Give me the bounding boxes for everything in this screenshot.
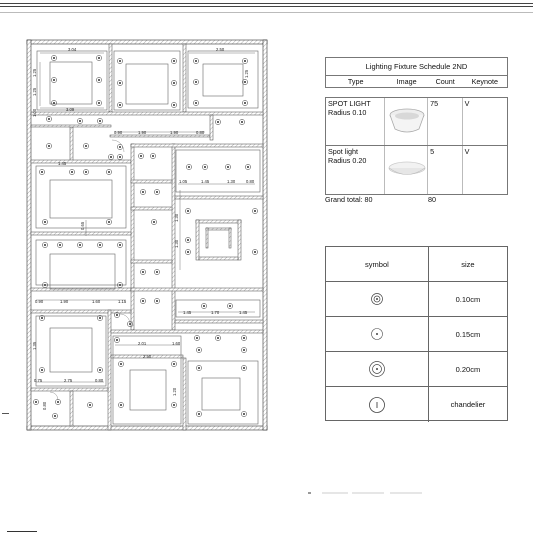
dim-label: 0.80 [246, 179, 255, 184]
spot-light-center [79, 120, 81, 122]
spot-light-center [156, 191, 158, 193]
spot-light-center [98, 102, 100, 104]
spot-light-center [195, 60, 197, 62]
spot-light-center [173, 404, 175, 406]
legend-header-symbol: symbol [326, 247, 429, 281]
spot-light-center [89, 404, 91, 406]
dim-label: 0.80 [42, 401, 47, 410]
spot-light-center [243, 337, 245, 339]
schedule-title: Lighting Fixture Schedule 2ND [325, 57, 508, 76]
spot-light-center [187, 239, 189, 241]
dim-label: 1.90 [170, 130, 179, 135]
spot-light-center [173, 104, 175, 106]
spot-light-center [54, 415, 56, 417]
dim-label: 1.70 [211, 310, 220, 315]
spot-light-center [99, 317, 101, 319]
spot-light-center [119, 146, 121, 148]
dim-label: 1.15 [118, 299, 127, 304]
grand-total-label: Grand total: 80 [325, 195, 373, 204]
dim-label: 1.60 [92, 299, 101, 304]
spot-light-center [227, 166, 229, 168]
spot-light-center [254, 210, 256, 212]
type-radius: Radius 0.20 [328, 156, 367, 165]
dim-label: 0.90 [114, 130, 123, 135]
spot-light-center [243, 367, 245, 369]
spot-light-center [204, 166, 206, 168]
spot-light-center [79, 244, 81, 246]
dim-label: 1.60 [172, 341, 181, 346]
spot-light-center [48, 145, 50, 147]
spot-light-center [188, 166, 190, 168]
spot-light-center [119, 104, 121, 106]
spot-light-center [152, 155, 154, 157]
dim-label: 0.80 [196, 130, 205, 135]
header-image: Image [396, 77, 417, 86]
header-count: Count [435, 77, 455, 86]
spot-light-center [244, 81, 246, 83]
dim-label: 3.09 [66, 107, 75, 112]
dim-label: 2.50 [143, 354, 152, 359]
spot-light-center [142, 271, 144, 273]
dim-label: 1.45 [183, 310, 192, 315]
spot-light-center [254, 251, 256, 253]
spot-light-center [98, 79, 100, 81]
spot-light-center [198, 349, 200, 351]
spot-light-center [85, 171, 87, 173]
spot-light-center [198, 413, 200, 415]
spot-light-center [153, 221, 155, 223]
legend-row [326, 352, 507, 387]
schedule-header-row [325, 76, 508, 88]
spot-light-center [198, 367, 200, 369]
footer-rule [7, 531, 37, 532]
spot-light-center [173, 60, 175, 62]
legend-size: 0.20cm [455, 364, 481, 374]
spot-light-center [57, 401, 59, 403]
spot-light-center [53, 79, 55, 81]
dim-label: 1.45 [239, 310, 248, 315]
spot-light-center [41, 369, 43, 371]
spot-light-center [244, 60, 246, 62]
spot-light-center [203, 305, 205, 307]
spot-light-thumbnail [387, 151, 427, 189]
chandelier-icon [368, 396, 386, 414]
spot-light-center [243, 349, 245, 351]
spot-light-center [196, 337, 198, 339]
dim-label: 1.90 [60, 299, 69, 304]
spot-light-center [243, 413, 245, 415]
spot-light-center [53, 57, 55, 59]
legend-size: chandelier [450, 400, 486, 409]
spot-light-center [120, 404, 122, 406]
spot-light-center [229, 305, 231, 307]
symbol-legend [325, 246, 508, 421]
dim-label: 1.35 [32, 341, 37, 350]
spot-light-center [116, 314, 118, 316]
dim-label: 1.30 [227, 179, 236, 184]
type-radius: Radius 0.10 [328, 108, 367, 117]
spot-light-center [119, 82, 121, 84]
dim-label: 1.25 [32, 87, 37, 96]
door-swings [50, 140, 130, 400]
spot-light-center [99, 244, 101, 246]
spot-light-center [156, 271, 158, 273]
spot-light-center [53, 102, 55, 104]
spot-light-center [119, 156, 121, 158]
spot-light-center [85, 145, 87, 147]
type-name: SPOT LIGHT [328, 99, 371, 108]
dim-label: 1.25 [244, 69, 249, 78]
spot-light-center [244, 102, 246, 104]
dim-label: 1.05 [179, 179, 188, 184]
schedule-row [325, 146, 508, 195]
dim-label: 0.90 [35, 299, 44, 304]
dim-label: 1.90 [138, 130, 147, 135]
spot-light-center [41, 317, 43, 319]
spotlight-small-icon [370, 292, 384, 306]
spot-light-center [142, 300, 144, 302]
dim-label: 1.30 [174, 213, 179, 222]
spot-light-center [187, 210, 189, 212]
legend-size: 0.15cm [455, 329, 481, 339]
spot-light-center [108, 221, 110, 223]
spot-light-center [71, 171, 73, 173]
fixture-keynote: V [464, 99, 470, 108]
dim-label: 1.25 [32, 68, 37, 77]
spot-light-center [195, 102, 197, 104]
fixture-count: 75 [428, 98, 463, 145]
spot-light-center [217, 121, 219, 123]
spot-light-center [140, 155, 142, 157]
spot-light-center [187, 251, 189, 253]
grand-total-count: 80 [428, 195, 436, 204]
spot-light-center [59, 244, 61, 246]
dim-label: 1.20 [172, 387, 177, 396]
spot-light-center [116, 339, 118, 341]
dim-label: 0.80 [95, 378, 104, 383]
spot-light-center [99, 369, 101, 371]
spotlight-medium-icon [370, 327, 384, 341]
spot-light-center [44, 284, 46, 286]
spot-light-center [44, 221, 46, 223]
dim-label: 1.30 [174, 239, 179, 248]
dim-label: 1.00 [32, 108, 37, 117]
schedule-total-row [325, 195, 508, 207]
spot-light-center [41, 171, 43, 173]
header-keynote: Keynote [471, 77, 498, 86]
legend-row [326, 282, 507, 317]
spot-light-center [99, 120, 101, 122]
spot-light-center [195, 81, 197, 83]
scale-ticks [308, 492, 428, 494]
spot-light-center [156, 300, 158, 302]
lighting-fixture-schedule [325, 57, 508, 207]
dim-label: 1.45 [201, 179, 210, 184]
spot-light-center [241, 121, 243, 123]
dim-label: 3.04 [68, 47, 77, 52]
spot-light-center [217, 337, 219, 339]
spot-light-center [98, 57, 100, 59]
legend-row [326, 387, 507, 422]
legend-header-size: size [461, 259, 475, 269]
dim-label: 2.01 [138, 341, 147, 346]
spotlight-large-icon [368, 360, 386, 378]
spot-light-center [119, 284, 121, 286]
dim-label: 1.45 [58, 161, 67, 166]
spot-light-center [173, 363, 175, 365]
fixture-keynote: V [464, 147, 470, 156]
spot-light-center [142, 191, 144, 193]
spot-light-center [247, 166, 249, 168]
spot-light-center [119, 244, 121, 246]
dim-label: 2.75 [64, 378, 73, 383]
fixture-count: 5 [428, 146, 463, 194]
spot-light-center [44, 244, 46, 246]
legend-size: 0.10cm [455, 294, 481, 304]
type-name: Spot light [328, 147, 358, 156]
spot-light-center [120, 363, 122, 365]
dim-label: 2.50 [216, 47, 225, 52]
spot-light-center [119, 60, 121, 62]
dim-label: 0.65 [80, 221, 85, 230]
spot-light-thumbnail [387, 103, 427, 141]
spot-light-center [48, 118, 50, 120]
spot-light-center [35, 401, 37, 403]
spot-light-center [108, 171, 110, 173]
header-type: Type [347, 77, 364, 86]
dim-label: 0.75 [34, 378, 43, 383]
spot-light-center [173, 82, 175, 84]
legend-header-row [326, 247, 507, 282]
spot-light-center [110, 156, 112, 158]
legend-row [326, 317, 507, 352]
schedule-row [325, 97, 508, 146]
